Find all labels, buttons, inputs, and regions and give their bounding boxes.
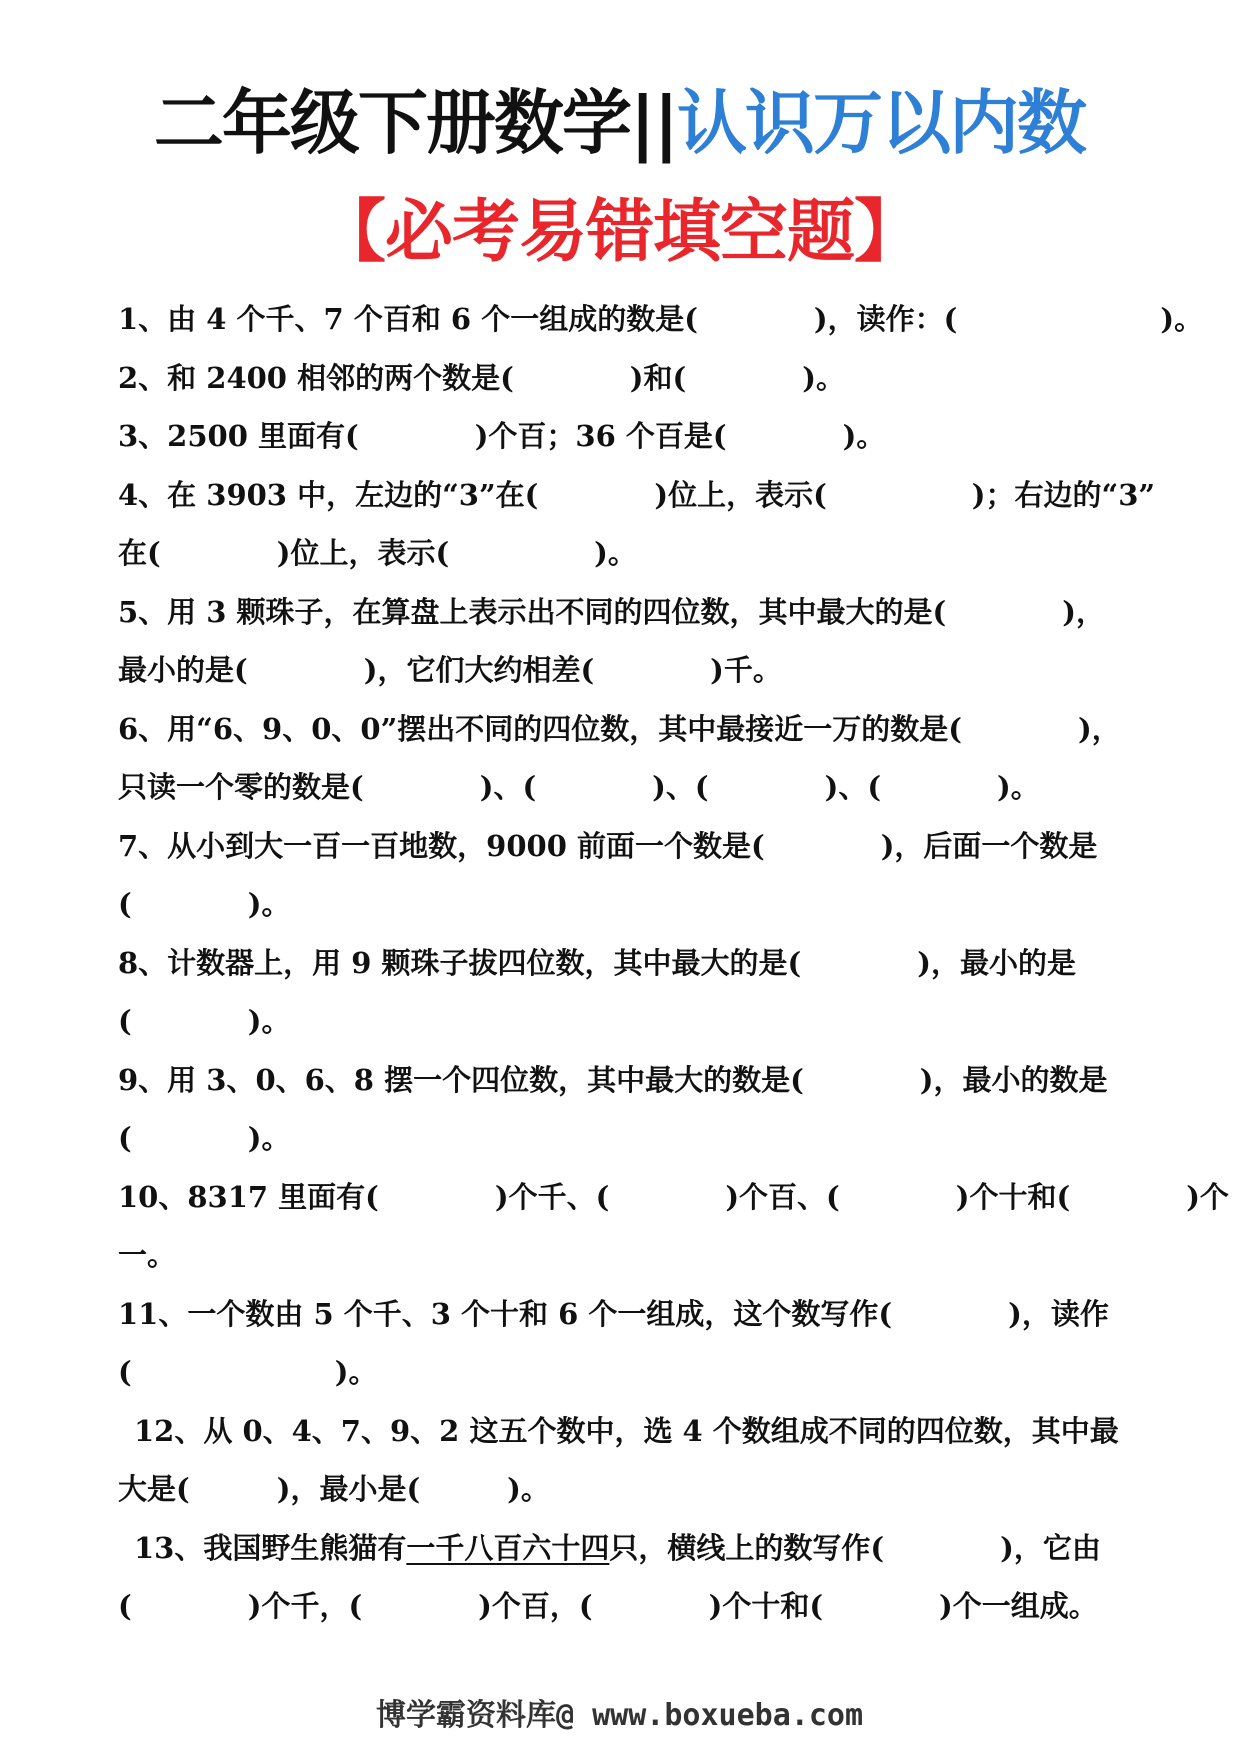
question-12-line-2: 大是( )，最小是( )。 <box>118 1472 550 1506</box>
question-4-line-2: 在( )位上，表示( )。 <box>118 536 637 570</box>
page-subtitle: 【必考易错填空题】 <box>317 193 921 272</box>
question-6-line-2: 只读一个零的数是( )、( )、( )、( )。 <box>118 770 1040 804</box>
title-right: 认识万以内数 <box>677 82 1086 164</box>
question-5-line-2: 最小的是( )，它们大约相差( )千。 <box>118 653 782 687</box>
title-left: 二年级下册数学|| <box>153 82 678 164</box>
question-list <box>118 290 1229 1636</box>
question-7-line-2: ( )。 <box>118 887 291 921</box>
question-11-line-1: 11、一个数由 5 个千、3 个十和 6 个一组成，这个数写作( )，读作 <box>118 1296 1109 1331</box>
question-8-line-1: 8、计数器上，用 9 颗珠子拔四位数，其中最大的是( )，最小的是 <box>118 945 1076 980</box>
question-13-prefix: 13、我国野生熊猫有 <box>134 1530 407 1565</box>
question-13-line-2: ( )个千，( )个百，( )个十和( )个一组成。 <box>118 1589 1098 1623</box>
question-9-line-1: 9、用 3、0、6、8 摆一个四位数，其中最大的数是( )，最小的数是 <box>118 1062 1108 1097</box>
question-4-line-1: 4、在 3903 中，左边的“3”在( )位上，表示( )；右边的“3” <box>118 477 1156 512</box>
question-13-underlined-number: 一千八百六十四 <box>406 1530 610 1565</box>
question-3-line-1: 3、2500 里面有( )个百；36 个百是( )。 <box>118 419 886 453</box>
question-5-line-1: 5、用 3 颗珠子，在算盘上表示出不同的四位数，其中最大的是( )， <box>118 594 1105 629</box>
question-10-line-2: 一。 <box>118 1238 177 1272</box>
question-8-line-2: ( )。 <box>118 1004 291 1038</box>
question-2-line-1: 2、和 2400 相邻的两个数是( )和( )。 <box>118 360 845 395</box>
question-11-line-2: ( )。 <box>118 1355 378 1389</box>
question-13-line-1 <box>118 1519 1138 1578</box>
question-9-line-2: ( )。 <box>118 1121 291 1155</box>
question-10-line-1: 10、8317 里面有( )个千、( )个百、( )个十和( )个 <box>118 1179 1229 1214</box>
watermark: 博学霸资料库@ www.boxueba.com <box>375 1698 864 1733</box>
page-title <box>0 78 1239 168</box>
question-6-line-1: 6、用“6、9、0、0”摆出不同的四位数，其中最接近一万的数是( )， <box>118 711 1121 746</box>
question-12-line-1: 12、从 0、4、7、9、2 这五个数中，选 4 个数组成不同的四位数，其中最 <box>134 1413 1119 1448</box>
question-7-line-1: 7、从小到大一百一百地数，9000 前面一个数是( )，后面一个数是 <box>118 828 1098 863</box>
question-1-line-1: 1、由 4 个千、7 个百和 6 个一组成的数是( )，读作：( )。 <box>118 302 1204 336</box>
question-13-suffix: 只，横线上的数写作( )，它由 <box>609 1530 1101 1565</box>
